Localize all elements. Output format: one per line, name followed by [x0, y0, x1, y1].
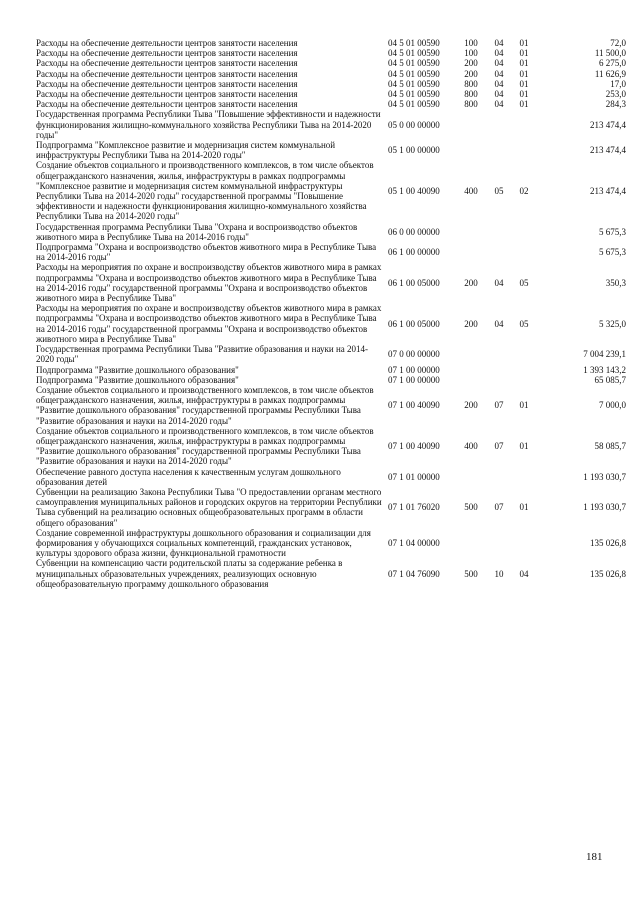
row-expense-type: 100 — [464, 38, 478, 48]
row-code: 06 1 00 05000 — [388, 318, 440, 329]
table-row — [36, 344, 626, 364]
row-name: Создание современной инфраструктуры дошкольного образования и социализации для формирования у обучающихся социальных компетенций, гражданских установок, культуры здорового образа жизни, функциональной грамотности — [36, 527, 371, 559]
row-name: Обеспечение равного доступа населения к качественным услугам дошкольного образования детей — [36, 466, 341, 487]
row-section: 07 — [494, 441, 504, 452]
row-code: 05 1 00 40090 — [388, 185, 440, 196]
row-amount: 213 474,4 — [590, 185, 626, 196]
table-row — [36, 558, 626, 589]
row-expense-type: 200 — [464, 68, 478, 79]
row-amount: 7 000,0 — [599, 400, 626, 411]
row-amount: 1 393 143,2 — [583, 364, 626, 375]
row-name: Субвенции на реализацию Закона Республики Тыва "О предоставлении органам местного самоуправления муниципальных районов и городских округов на территории Республики Тыва субвенций на реализацию основных общеобразовательных программ в области общего образования" — [36, 486, 382, 528]
row-section: 04 — [494, 58, 504, 69]
row-amount: 213 474,4 — [590, 145, 626, 156]
row-section: 04 — [494, 99, 504, 110]
row-amount: 7 004 239,1 — [583, 349, 626, 360]
table-row — [36, 109, 626, 140]
row-code: 05 0 00 00000 — [388, 119, 440, 130]
row-subsection: 04 — [519, 568, 529, 579]
row-expense-type: 800 — [464, 78, 478, 89]
row-subsection: 01 — [519, 99, 529, 110]
table-row — [36, 222, 626, 242]
row-expense-type: 100 — [464, 48, 478, 59]
row-code: 04 5 01 00590 — [388, 68, 440, 79]
row-name: Подпрограмма "Развитие дошкольного образования" — [36, 374, 239, 385]
row-name: Государственная программа Республики Тыва "Повышение эффективности и надежности функционирования жилищно-коммунального хозяйства Республики Тыва на 2014-2020 годы" — [36, 109, 381, 140]
row-code: 06 1 00 00000 — [388, 247, 440, 258]
table-row — [36, 426, 626, 467]
table-row — [36, 303, 626, 344]
row-amount: 135 026,8 — [590, 568, 626, 579]
row-name: Государственная программа Республики Тыва "Охрана и воспроизводство объектов животного мира в Республике Тыва на 2014-2016 годы" — [36, 221, 358, 242]
row-section: 07 — [494, 400, 504, 411]
table-row — [36, 242, 626, 262]
row-subsection: 05 — [519, 277, 529, 288]
row-code: 07 0 00 00000 — [388, 349, 440, 360]
row-name: Подпрограмма "Комплексное развитие и модернизация систем коммунальной инфраструктуры Республики Тыва на 2014-2020 годы" — [36, 140, 336, 161]
row-amount: 1 193 030,7 — [583, 502, 626, 513]
row-name: Расходы на обеспечение деятельности центров занятости населения — [36, 89, 298, 100]
row-subsection: 01 — [519, 89, 529, 100]
row-amount: 5 325,0 — [599, 318, 626, 329]
row-code: 07 1 00 00000 — [388, 364, 440, 375]
row-code: 07 1 01 00000 — [388, 471, 440, 482]
row-code: 04 5 01 00590 — [388, 99, 440, 110]
row-code: 07 1 04 76090 — [388, 568, 440, 579]
row-name: Субвенции на компенсацию части родительской платы за содержание ребенка в муниципальных образовательных учреждениях, реализующих основную общеобразовательную программу дошкольного образования — [36, 558, 343, 589]
row-code: 07 1 01 76020 — [388, 502, 440, 513]
row-code: 07 1 00 00000 — [388, 374, 440, 385]
table-row — [36, 38, 626, 48]
row-amount: 72,0 — [610, 38, 626, 48]
row-subsection: 01 — [519, 38, 529, 48]
row-section: 07 — [494, 502, 504, 513]
row-section: 04 — [494, 318, 504, 329]
row-amount: 17,0 — [610, 78, 626, 89]
row-code: 05 1 00 00000 — [388, 145, 440, 156]
row-section: 05 — [494, 185, 504, 196]
page-number: 181 — [586, 851, 603, 863]
table-row — [36, 487, 626, 528]
row-amount: 135 026,8 — [590, 537, 626, 548]
table-row — [36, 262, 626, 303]
row-amount: 11 626,9 — [594, 68, 626, 79]
row-amount: 213 474,4 — [590, 119, 626, 130]
row-name: Расходы на обеспечение деятельности центров занятости населения — [36, 38, 298, 48]
row-amount: 6 275,0 — [599, 58, 626, 69]
row-name: Расходы на обеспечение деятельности центров занятости населения — [36, 78, 298, 89]
row-amount: 253,0 — [605, 89, 626, 100]
row-code: 06 0 00 00000 — [388, 226, 440, 237]
row-expense-type: 800 — [464, 99, 478, 110]
row-amount: 5 675,3 — [599, 226, 626, 237]
row-expense-type: 400 — [464, 441, 478, 452]
row-name: Создание объектов социального и производственного комплексов, в том числе объектов общегражданского назначения, жилья, инфраструктуры в рамках подпрограммы "Развитие дошкольного образования" государственной программы Республики Тыва "Развитие образования и науки на 2014-2020 годы" — [36, 384, 374, 426]
table-row — [36, 69, 626, 79]
row-section: 04 — [494, 38, 504, 48]
row-code: 04 5 01 00590 — [388, 78, 440, 89]
row-code: 07 1 00 40090 — [388, 441, 440, 452]
table-row — [36, 58, 626, 68]
row-amount: 284,3 — [605, 99, 626, 110]
row-name: Расходы на мероприятия по охране и воспроизводству объектов животного мира в рамках подпрограммы "Охрана и воспроизводство объектов животного мира в Республике Тыва на 2014-2016 годы" государственной программы "Охрана и воспроизводство объектов животного мира в Республике Тыва" — [36, 303, 382, 344]
row-expense-type: 500 — [464, 568, 478, 579]
row-amount: 65 085,7 — [594, 374, 626, 385]
row-expense-type: 200 — [464, 318, 478, 329]
row-expense-type: 500 — [464, 502, 478, 513]
table-row — [36, 528, 626, 559]
row-subsection: 01 — [519, 400, 529, 411]
row-expense-type: 200 — [464, 277, 478, 288]
row-expense-type: 200 — [464, 58, 478, 69]
row-name: Создание объектов социального и производственного комплексов, в том числе объектов общегражданского назначения, жилья, инфраструктуры в рамках подпрограммы "Комплексное развитие и модернизация систем коммунальной инфраструктуры Республики Тыва на 2014-2020 годы" государственной программы "Повышение эффективности и надежности функционирования жилищно-коммунального хозяйства Республики Тыва на 2014-2020 годы" — [36, 160, 374, 222]
row-code: 04 5 01 00590 — [388, 89, 440, 100]
table-row — [36, 375, 626, 385]
row-name: Расходы на обеспечение деятельности центров занятости населения — [36, 68, 298, 79]
row-amount: 11 500,0 — [594, 48, 626, 59]
row-amount: 5 675,3 — [599, 247, 626, 258]
row-subsection: 01 — [519, 68, 529, 79]
budget-table — [36, 38, 626, 589]
row-section: 04 — [494, 78, 504, 89]
row-code: 06 1 00 05000 — [388, 277, 440, 288]
table-row — [36, 385, 626, 426]
row-section: 04 — [494, 89, 504, 100]
row-amount: 58 085,7 — [594, 441, 626, 452]
row-name: Создание объектов социального и производственного комплексов, в том числе объектов общегражданского назначения, жилья, инфраструктуры в рамках подпрограммы "Развитие дошкольного образования" государственной программы Республики Тыва "Развитие образования и науки на 2014-2020 годы" — [36, 425, 374, 467]
row-name: Расходы на обеспечение деятельности центров занятости населения — [36, 48, 298, 59]
row-expense-type: 200 — [464, 400, 478, 411]
row-code: 04 5 01 00590 — [388, 38, 440, 48]
table-row — [36, 48, 626, 58]
table-row — [36, 89, 626, 99]
row-expense-type: 800 — [464, 89, 478, 100]
row-amount: 350,3 — [605, 277, 626, 288]
row-code: 04 5 01 00590 — [388, 48, 440, 59]
row-expense-type: 400 — [464, 185, 478, 196]
row-section: 04 — [494, 68, 504, 79]
row-code: 07 1 04 00000 — [388, 537, 440, 548]
row-code: 04 5 01 00590 — [388, 58, 440, 69]
row-subsection: 02 — [519, 185, 529, 196]
row-name: Расходы на обеспечение деятельности центров занятости населения — [36, 99, 298, 110]
row-subsection: 01 — [519, 502, 529, 513]
row-section: 04 — [494, 48, 504, 59]
table-row — [36, 79, 626, 89]
row-section: 04 — [494, 277, 504, 288]
table-row — [36, 99, 626, 109]
row-subsection: 01 — [519, 48, 529, 59]
row-name: Расходы на мероприятия по охране и воспроизводству объектов животного мира в рамках подпрограммы "Охрана и воспроизводство объектов животного мира в Республике Тыва на 2014-2016 годы" государственной программы "Охрана и воспроизводство объектов животного мира в Республике Тыва" — [36, 262, 382, 304]
table-row — [36, 365, 626, 375]
row-name: Расходы на обеспечение деятельности центров занятости населения — [36, 58, 298, 69]
table-row — [36, 160, 626, 221]
table-row — [36, 467, 626, 487]
row-subsection: 05 — [519, 318, 529, 329]
row-name: Подпрограмма "Развитие дошкольного образования" — [36, 364, 239, 375]
table-row — [36, 140, 626, 160]
row-subsection: 01 — [519, 441, 529, 452]
row-subsection: 01 — [519, 58, 529, 69]
row-code: 07 1 00 40090 — [388, 400, 440, 411]
row-section: 10 — [494, 568, 504, 579]
row-name: Государственная программа Республики Тыва "Развитие образования и науки на 2014-2020 годы" — [36, 344, 369, 365]
row-subsection: 01 — [519, 78, 529, 89]
row-amount: 1 193 030,7 — [583, 471, 626, 482]
row-name: Подпрограмма "Охрана и воспроизводство объектов животного мира в Республике Тыва на 2014-2016 годы" — [36, 242, 377, 263]
